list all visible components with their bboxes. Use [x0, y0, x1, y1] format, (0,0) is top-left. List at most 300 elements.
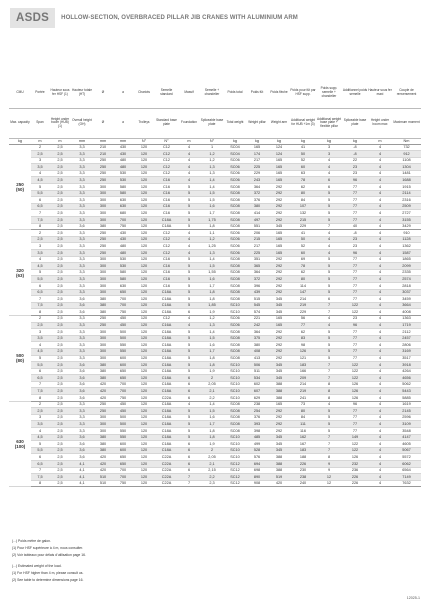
table-cell: SC08: [224, 421, 246, 428]
table-cell: 376: [246, 414, 268, 421]
table-cell: 750: [113, 480, 133, 487]
table-cell: 2,15: [200, 467, 224, 474]
table-row: [9, 362, 421, 369]
table-cell: 420: [93, 461, 113, 468]
table-cell: 3,3: [71, 348, 93, 355]
table-cell: C18A: [155, 355, 178, 362]
table-cell: 7: [178, 480, 200, 487]
table-cell: 250: [93, 401, 113, 408]
table-row: [9, 243, 421, 250]
table-cell: 4: [368, 454, 392, 461]
table-cell: 5: [178, 368, 200, 375]
table-cell: 5: [316, 335, 342, 342]
table-cell: 534: [246, 375, 268, 382]
table-cell: 292: [268, 276, 290, 283]
table-cell: 1,4: [200, 184, 224, 191]
table-cell: 300: [93, 428, 113, 435]
table-cell: 250: [93, 230, 113, 237]
table-cell: 7: [316, 362, 342, 369]
table-cell: SC10: [224, 302, 246, 309]
table-cell: 7,5: [31, 302, 49, 309]
table-cell: 1688: [392, 177, 421, 184]
table-cell: 4: [368, 441, 392, 448]
table-cell: 3,6: [71, 454, 93, 461]
table-cell: 292: [268, 263, 290, 270]
table-cell: 4: [368, 190, 392, 197]
table-cell: 77: [342, 197, 368, 204]
table-cell: 3,3: [71, 184, 93, 191]
table-cell: 345: [268, 223, 290, 230]
table-cell: C18A: [155, 329, 178, 336]
table-cell: 4: [368, 223, 392, 230]
table-cell: 5: [178, 408, 200, 415]
table-cell: 345: [268, 447, 290, 454]
table-cell: 1,6: [200, 276, 224, 283]
table-cell: SC08: [224, 217, 246, 224]
table-cell: SC10: [224, 388, 246, 395]
table-cell: 122: [342, 309, 368, 316]
table-cell: 215: [290, 217, 316, 224]
table-cell: 4: [368, 282, 392, 289]
table-cell: 2,05: [200, 454, 224, 461]
column-header: Hauteur sous fer HSF (1): [49, 78, 71, 108]
table-cell: 120: [133, 263, 155, 270]
table-cell: C18A: [155, 428, 178, 435]
table-cell: C18A: [155, 441, 178, 448]
table-cell: 229: [290, 223, 316, 230]
table-cell: 4: [368, 342, 392, 349]
table-cell: C12: [155, 243, 178, 250]
table-cell: 3,6: [71, 302, 93, 309]
table-cell: 120: [133, 289, 155, 296]
table-cell: 1,2: [200, 157, 224, 164]
table-cell: 77: [342, 414, 368, 421]
table-cell: 300: [93, 269, 113, 276]
table-cell: 12: [316, 474, 342, 481]
column-header: Semelle + chandelier: [200, 78, 224, 108]
table-cell: 3,3: [71, 414, 93, 421]
table-cell: SC08: [224, 296, 246, 303]
table-cell: SC06: [224, 243, 246, 250]
table-row: [9, 230, 421, 237]
table-cell: 2316: [392, 197, 421, 204]
table-cell: 250: [93, 408, 113, 415]
table-cell: 4: [178, 144, 200, 151]
table-cell: 3: [31, 243, 49, 250]
table-cell: 910: [392, 230, 421, 237]
table-cell: 3,3: [71, 210, 93, 217]
table-cell: 4: [368, 434, 392, 441]
table-cell: 5: [178, 355, 200, 362]
table-cell: 120: [133, 144, 155, 151]
table-cell: 3,6: [71, 368, 93, 375]
table-cell: 694: [246, 461, 268, 468]
table-row: [9, 184, 421, 191]
table-cell: 4: [368, 289, 392, 296]
table-cell: 206: [246, 230, 268, 237]
table-cell: 77: [342, 428, 368, 435]
table-cell: 2,1: [200, 388, 224, 395]
table-cell: 3459: [392, 296, 421, 303]
table-cell: 3,6: [71, 362, 93, 369]
table-cell: 4: [178, 164, 200, 171]
table-cell: 650: [113, 289, 133, 296]
table-cell: 372: [246, 190, 268, 197]
table-cell: 364: [246, 184, 268, 191]
table-cell: 4: [368, 170, 392, 177]
table-cell: C12: [155, 164, 178, 171]
table-cell: 530: [113, 177, 133, 184]
table-row: [9, 164, 421, 171]
table-cell: 122: [342, 375, 368, 382]
column-header: Height under boom max: [368, 108, 392, 138]
table-cell: 4: [368, 388, 392, 395]
table-cell: 4: [368, 230, 392, 237]
table-cell: 174: [246, 151, 268, 158]
table-cell: SC08: [224, 335, 246, 342]
table-cell: 226: [290, 461, 316, 468]
table-cell: 2,5: [49, 368, 71, 375]
table-cell: 120: [133, 348, 155, 355]
table-row: [9, 302, 421, 309]
table-cell: 165: [268, 157, 290, 164]
table-cell: 4: [178, 315, 200, 322]
table-cell: 122: [342, 302, 368, 309]
table-row: [9, 315, 421, 322]
table-cell: 1,3: [200, 164, 224, 171]
table-row: [9, 408, 421, 415]
table-cell: 2,5: [49, 388, 71, 395]
table-cell: 4: [368, 177, 392, 184]
table-cell: 450: [113, 315, 133, 322]
table-cell: 122: [342, 447, 368, 454]
table-cell: 120: [133, 447, 155, 454]
table-cell: 120: [133, 474, 155, 481]
table-cell: C12: [155, 230, 178, 237]
table-cell: SC10: [224, 381, 246, 388]
table-cell: 345: [268, 375, 290, 382]
table-cell: 6: [316, 296, 342, 303]
table-cell: 254: [246, 408, 268, 415]
table-cell: 4: [31, 342, 49, 349]
table-cell: 7149: [392, 474, 421, 481]
unit-cell: kg: [246, 138, 268, 144]
table-cell: 214: [290, 381, 316, 388]
table-row: [9, 329, 421, 336]
table-cell: 380: [93, 296, 113, 303]
table-cell: 700: [113, 296, 133, 303]
table-cell: 84: [290, 414, 316, 421]
table-cell: 3,3: [71, 250, 93, 257]
table-cell: 1,8: [200, 289, 224, 296]
table-cell: 1,2: [200, 315, 224, 322]
table-cell: 77: [342, 342, 368, 349]
table-cell: 4: [368, 250, 392, 257]
table-cell: 1: [200, 144, 224, 151]
table-cell: 2,5: [49, 184, 71, 191]
table-cell: 345: [268, 441, 290, 448]
table-cell: 3,3: [71, 408, 93, 415]
table-cell: 500: [113, 335, 133, 342]
table-row: [9, 236, 421, 243]
table-cell: 120: [133, 177, 155, 184]
table-cell: 4: [368, 428, 392, 435]
table-cell: 5: [178, 302, 200, 309]
table-cell: 3,3: [71, 177, 93, 184]
table-cell: 2: [200, 375, 224, 382]
table-cell: 6: [31, 197, 49, 204]
table-cell: 5: [316, 190, 342, 197]
table-cell: 300: [93, 355, 113, 362]
table-cell: 698: [246, 467, 268, 474]
unit-cell: mm: [113, 138, 133, 144]
table-cell: 120: [133, 395, 155, 402]
table-cell: SC08: [224, 348, 246, 355]
table-row: [9, 480, 421, 487]
table-cell: 364: [246, 329, 268, 336]
table-cell: 5: [178, 342, 200, 349]
table-cell: 292: [268, 355, 290, 362]
table-cell: SC06: [224, 250, 246, 257]
table-cell: 120: [133, 230, 155, 237]
unit-cell: Nm: [392, 138, 421, 144]
table-cell: 510: [93, 474, 113, 481]
table-cell: 120: [133, 223, 155, 230]
table-cell: 217: [246, 157, 268, 164]
table-cell: 4: [178, 250, 200, 257]
table-cell: 515: [246, 296, 268, 303]
unit-cell: kg: [9, 138, 31, 144]
table-cell: C18A: [155, 296, 178, 303]
table-cell: 1,4: [200, 329, 224, 336]
table-cell: 3,5: [31, 250, 49, 257]
table-cell: SC08: [224, 329, 246, 336]
table-cell: 120: [133, 210, 155, 217]
table-cell: 2,5: [49, 170, 71, 177]
table-cell: 165: [268, 164, 290, 171]
table-cell: 1,6: [200, 203, 224, 210]
table-cell: 5: [31, 269, 49, 276]
table-cell: 62: [290, 269, 316, 276]
table-cell: 480: [113, 164, 133, 171]
table-cell: 2,5: [49, 223, 71, 230]
table-cell: 450: [113, 401, 133, 408]
table-cell: 120: [133, 381, 155, 388]
table-cell: 450: [113, 322, 133, 329]
table-cell: 7: [31, 467, 49, 474]
table-cell: 300: [93, 342, 113, 349]
table-cell: 165: [246, 144, 268, 151]
table-cell: 210: [93, 144, 113, 151]
table-cell: SC08: [224, 269, 246, 276]
table-cell: 5: [316, 282, 342, 289]
table-row: [9, 190, 421, 197]
specifications-table: [9, 78, 421, 487]
table-cell: 4: [368, 401, 392, 408]
table-cell: 292: [268, 197, 290, 204]
table-cell: 120: [133, 309, 155, 316]
table-cell: 430: [113, 236, 133, 243]
table-cell: 77: [290, 322, 316, 329]
unit-cell: kg: [316, 138, 342, 144]
table-cell: SC08: [224, 184, 246, 191]
table-cell: 700: [113, 388, 133, 395]
table-cell: 1,9: [200, 441, 224, 448]
table-cell: 126: [342, 381, 368, 388]
table-cell: 3,5: [31, 164, 49, 171]
table-cell: 1,4: [200, 256, 224, 263]
table-cell: 388: [268, 454, 290, 461]
table-cell: C22A: [155, 461, 178, 468]
table-cell: 6062: [392, 461, 421, 468]
table-cell: 3,3: [71, 269, 93, 276]
page-number: 12025-1: [406, 596, 420, 600]
table-cell: 4: [368, 302, 392, 309]
table-cell: 40: [342, 223, 368, 230]
table-cell: 229: [290, 309, 316, 316]
table-cell: 132: [290, 210, 316, 217]
table-cell: 5: [316, 329, 342, 336]
table-row: [9, 368, 421, 375]
table-row: [9, 289, 421, 296]
table-cell: 209: [290, 375, 316, 382]
table-cell: 5: [316, 355, 342, 362]
table-cell: 1,9: [200, 309, 224, 316]
table-row: [9, 454, 421, 461]
table-cell: 120: [133, 355, 155, 362]
note-en-3: (2) See table to determine dimensions page 16.: [12, 578, 84, 582]
table-cell: 8: [31, 395, 49, 402]
table-cell: 165: [268, 230, 290, 237]
table-cell: 120: [133, 197, 155, 204]
table-cell: 78: [290, 263, 316, 270]
table-cell: 3109: [392, 421, 421, 428]
table-cell: 1,5: [200, 335, 224, 342]
column-header: Couple de renversement: [392, 78, 421, 108]
table-cell: 300: [93, 184, 113, 191]
table-cell: 630: [113, 197, 133, 204]
table-cell: 4: [316, 170, 342, 177]
table-cell: 5: [316, 263, 342, 270]
table-cell: 1,25: [200, 243, 224, 250]
table-cell: 292: [268, 282, 290, 289]
table-cell: 6: [31, 368, 49, 375]
unit-cell: kg: [342, 138, 368, 144]
table-cell: 3548: [392, 428, 421, 435]
table-cell: 300: [93, 289, 113, 296]
table-cell: 5: [178, 276, 200, 283]
table-cell: SC08: [224, 355, 246, 362]
table-cell: 96: [342, 177, 368, 184]
table-cell: C12: [155, 144, 178, 151]
table-cell: 551: [246, 223, 268, 230]
table-cell: 629: [246, 395, 268, 402]
table-cell: 2,5: [49, 428, 71, 435]
table-cell: 4,1: [71, 474, 93, 481]
table-cell: 5: [316, 203, 342, 210]
table-cell: C18A: [155, 368, 178, 375]
table-cell: 300: [93, 217, 113, 224]
unit-cell: mm: [71, 138, 93, 144]
table-cell: 4: [368, 203, 392, 210]
column-header: Standard base plate: [155, 108, 178, 138]
table-cell: 1,85: [200, 302, 224, 309]
table-cell: SC10: [224, 309, 246, 316]
table-cell: 292: [268, 408, 290, 415]
table-cell: 380: [93, 302, 113, 309]
table-cell: 5: [316, 342, 342, 349]
table-cell: 221: [246, 315, 268, 322]
column-header: Massif: [178, 78, 200, 108]
table-cell: SC04: [224, 151, 246, 158]
table-cell: SC06: [224, 177, 246, 184]
table-cell: 420: [93, 467, 113, 474]
table-cell: 3,6: [71, 441, 93, 448]
table-cell: 3037: [392, 289, 421, 296]
table-cell: -8: [342, 151, 368, 158]
table-cell: 6: [178, 381, 200, 388]
table-cell: 5: [316, 408, 342, 415]
table-cell: 345: [268, 368, 290, 375]
unit-cell: m: [368, 138, 392, 144]
table-cell: 2,5: [31, 322, 49, 329]
table-cell: 2,5: [49, 263, 71, 270]
note-en-1: (...) Estimated weight of the load.: [12, 564, 62, 568]
table-row: [9, 395, 421, 402]
table-cell: SC08: [224, 401, 246, 408]
table-cell: 1,8: [200, 355, 224, 362]
table-cell: 50: [290, 151, 316, 158]
table-cell: 4: [368, 355, 392, 362]
table-cell: 120: [133, 243, 155, 250]
table-cell: 2,5: [49, 408, 71, 415]
table-cell: 2,5: [49, 157, 71, 164]
table-cell: 380: [93, 362, 113, 369]
table-cell: C18A: [155, 408, 178, 415]
table-cell: 165: [268, 401, 290, 408]
table-cell: 2145: [392, 408, 421, 415]
table-cell: 107: [290, 203, 316, 210]
footnotes: [12, 538, 86, 584]
table-cell: 3,3: [71, 197, 93, 204]
table-cell: 5: [316, 289, 342, 296]
table-cell: SC08: [224, 276, 246, 283]
table-row: [9, 276, 421, 283]
table-cell: 300: [93, 210, 113, 217]
table-cell: 2,5: [49, 362, 71, 369]
table-cell: 1,5: [200, 263, 224, 270]
table-cell: 120: [133, 250, 155, 257]
table-cell: 3517: [392, 355, 421, 362]
table-cell: 165: [268, 250, 290, 257]
table-cell: 2: [200, 447, 224, 454]
table-cell: 7: [316, 368, 342, 375]
table-cell: 3,3: [71, 421, 93, 428]
table-cell: 4: [368, 217, 392, 224]
table-cell: 5: [316, 421, 342, 428]
table-cell: 292: [268, 217, 290, 224]
table-cell: 292: [268, 421, 290, 428]
table-cell: C18A: [155, 309, 178, 316]
table-cell: 2818: [392, 282, 421, 289]
table-cell: 292: [268, 414, 290, 421]
table-cell: 7,5: [31, 217, 49, 224]
table-cell: 6: [178, 441, 200, 448]
table-cell: 2,5: [49, 250, 71, 257]
table-cell: 5: [316, 197, 342, 204]
table-cell: 7: [316, 441, 342, 448]
table-cell: 219: [290, 302, 316, 309]
